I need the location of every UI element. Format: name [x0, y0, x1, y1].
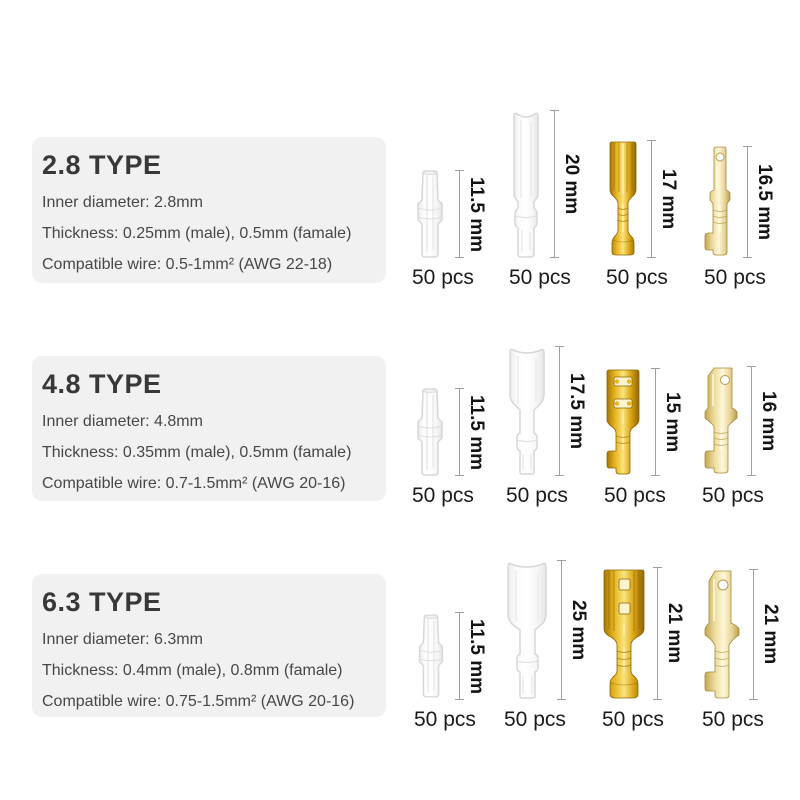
dimension-line: [550, 110, 559, 258]
product-cell: [507, 110, 582, 290]
male-sleeve-image: [502, 560, 552, 700]
male-terminal-image: [700, 366, 742, 476]
measurement: [749, 569, 781, 700]
quantity-label: 50 pcs: [504, 708, 566, 731]
section-title: 2.8 TYPE: [42, 150, 162, 180]
quantity-label: 50 pcs: [604, 484, 666, 507]
measurement: [743, 146, 775, 258]
info-box-6-3-type: [32, 574, 386, 717]
quantity-label: 50 pcs: [702, 708, 764, 731]
product-cell: [604, 140, 679, 290]
figure: [604, 140, 679, 258]
dimension-line: [747, 366, 756, 476]
section-title: 6.3 TYPE: [42, 587, 162, 617]
quantity-label: 50 pcs: [506, 484, 568, 507]
figure: [412, 612, 487, 700]
product-cell: [410, 388, 487, 508]
dimension-label: 21 mm: [760, 604, 781, 665]
spec-compatible-wire: Compatible wire: 0.7-1.5mm² (AWG 20-16): [42, 474, 346, 492]
dimension-label: 11.5 mm: [466, 394, 487, 470]
figure: [700, 366, 779, 476]
spec-inner-diameter: Inner diameter: 6.3mm: [42, 631, 203, 648]
dimension-line: [455, 612, 464, 700]
dimension-line: [651, 368, 660, 476]
product-cell: [412, 612, 487, 732]
quantity-label: 50 pcs: [414, 708, 476, 731]
dimension-label: 21 mm: [664, 603, 685, 664]
dimension-line: [455, 170, 464, 258]
dimension-line: [557, 560, 566, 700]
info-box-2-8-type: [32, 137, 386, 283]
measurement: [455, 612, 487, 700]
spec-thickness: Thickness: 0.25mm (male), 0.5mm (famale): [42, 224, 352, 242]
dimension-label: 17.5 mm: [566, 372, 587, 450]
quantity-label: 50 pcs: [704, 266, 766, 289]
male-sleeve-image: [504, 346, 550, 476]
figure: [410, 170, 487, 258]
product-cell: [700, 569, 781, 732]
female-terminal-image: [600, 567, 648, 700]
dimension-label: 11.5 mm: [466, 176, 487, 252]
product-cell: [504, 346, 587, 508]
male-terminal-image: [700, 569, 744, 700]
spec-thickness: Thickness: 0.4mm (male), 0.8mm (famale): [42, 661, 343, 679]
dimension-line: [555, 346, 564, 476]
figure: [504, 346, 587, 476]
product-cell: [502, 560, 589, 732]
figure: [600, 567, 685, 700]
quantity-label: 50 pcs: [602, 708, 664, 731]
measurement: [651, 368, 683, 476]
product-cell: [410, 170, 487, 290]
dimension-line: [743, 146, 752, 258]
section-title: 4.8 TYPE: [42, 369, 162, 399]
measurement: [455, 170, 487, 258]
spec-compatible-wire: Compatible wire: 0.5-1mm² (AWG 22-18): [42, 255, 333, 273]
spec-inner-diameter: Inner diameter: 2.8mm: [42, 194, 203, 211]
measurement: [550, 110, 582, 258]
female-terminal-image: [604, 140, 642, 258]
quantity-label: 50 pcs: [412, 266, 474, 289]
spec-thickness: Thickness: 0.35mm (male), 0.5mm (famale): [42, 443, 352, 461]
male-sleeve-image: [507, 110, 545, 258]
dimension-label: 20 mm: [561, 153, 582, 215]
spec-inner-diameter: Inner diameter: 4.8mm: [42, 413, 203, 430]
quantity-label: 50 pcs: [509, 266, 571, 289]
dimension-line: [455, 388, 464, 476]
product-cell: [602, 368, 683, 508]
female-sleeve-image: [410, 170, 450, 258]
product-cell: [600, 567, 685, 732]
dimension-line: [749, 569, 758, 700]
measurement: [557, 560, 589, 700]
dimension-label: 16 mm: [758, 390, 779, 452]
female-sleeve-image: [410, 388, 450, 476]
product-cell: [702, 146, 775, 290]
product-cell: [700, 366, 779, 508]
dimension-line: [647, 140, 656, 258]
figure: [410, 388, 487, 476]
measurement: [747, 366, 779, 476]
measurement: [455, 388, 487, 476]
quantity-label: 50 pcs: [412, 484, 474, 507]
figure: [602, 368, 683, 476]
quantity-label: 50 pcs: [606, 266, 668, 289]
spec-compatible-wire: Compatible wire: 0.75-1.5mm² (AWG 20-16): [42, 692, 355, 710]
measurement: [647, 140, 679, 258]
female-terminal-image: [602, 368, 646, 476]
dimension-label: 15 mm: [662, 391, 683, 453]
figure: [702, 146, 775, 258]
info-box-4-8-type: [32, 356, 386, 501]
dimension-label: 11.5 mm: [466, 618, 487, 694]
dimension-label: 16.5 mm: [754, 163, 775, 241]
dimension-label: 25 mm: [568, 599, 589, 661]
measurement: [555, 346, 587, 476]
male-terminal-image: [702, 146, 738, 258]
measurement: [653, 567, 685, 700]
female-sleeve-image: [412, 612, 450, 700]
dimension-label: 17 mm: [658, 168, 679, 230]
quantity-label: 50 pcs: [702, 484, 764, 507]
figure: [700, 569, 781, 700]
figure: [507, 110, 582, 258]
figure: [502, 560, 589, 700]
dimension-line: [653, 567, 662, 700]
